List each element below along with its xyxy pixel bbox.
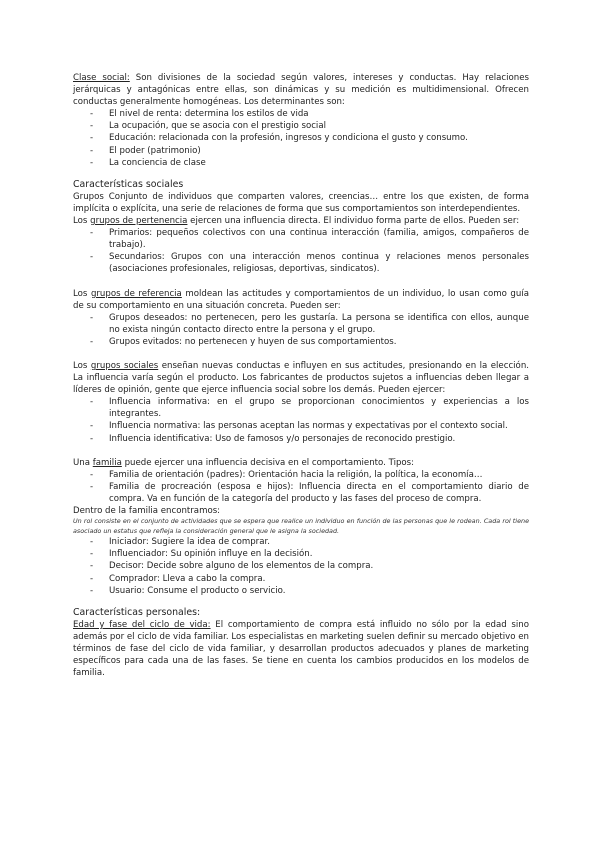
text-fragment: Los bbox=[73, 360, 91, 371]
clase-social-paragraph bbox=[73, 72, 529, 108]
document-page bbox=[73, 72, 529, 679]
edad-text: El comportamiento de compra está influido no sólo por la edad sino además por el ciclo de vida familiar. Los especialistas en marketing suelen definir su mercado objetivo en términos de fase del ciclo de vida familiar, y desarrollan productos adecuados y planes de marketing específicos para cada una de las fases. Se tiene en cuenta los cambios producidos en los modelos de familia. bbox=[73, 619, 529, 679]
clase-social-term: Clase social: bbox=[73, 73, 130, 83]
list-item: - Educación: relacionada con la profesión, ingresos y condiciona el gusto y consumo. bbox=[73, 132, 529, 144]
clase-social-text: Son divisiones de la sociedad según valores, intereses y conductas. Hay relaciones jerárquicas y antagónicas entre ellas, son dinámicas y su medición es multidimensional. Ofrecen conductas generalmente homogéneas. Los determinantes son: bbox=[73, 73, 529, 108]
text-fragment: Los bbox=[73, 288, 91, 299]
rol-note: Un rol consiste en el conjunto de actividades que se espera que realice un individuo en función de las personas que le rodean. Cada rol tiene asociado un estatus que refleja la consideración general que le asigna la sociedad. bbox=[73, 517, 529, 535]
referencia-list bbox=[73, 312, 529, 348]
list-item: - Grupos deseados: no pertenecen, pero les gustaría. La persona se identifica con ellos, aunque no exista ningún contacto directo entre la persona y el grupo. bbox=[73, 312, 529, 336]
list-item: - Iniciador: Sugiere la idea de comprar. bbox=[73, 536, 529, 548]
familia-text: puede ejercer una influencia decisiva en el comportamiento. Tipos: bbox=[121, 457, 415, 468]
list-item: - Comprador: Lleva a cabo la compra. bbox=[73, 573, 529, 585]
list-item: - Grupos evitados: no pertenecen y huyen de sus comportamientos. bbox=[73, 336, 529, 348]
grupos-paragraph: Grupos Conjunto de individuos que comparten valores, creencias… entre los que existen, de forma implícita o explícita, una serie de relaciones de forma que sus comportamientos son interdependientes. bbox=[73, 191, 529, 214]
list-item: - Influenciador: Su opinión influye en la decisión. bbox=[73, 548, 529, 560]
text-fragment: Los bbox=[73, 216, 91, 227]
list-item: - Influencia normativa: las personas aceptan las normas y expectativas por el contexto social. bbox=[73, 420, 529, 432]
familia-term: familia bbox=[92, 457, 122, 468]
dentro-familia-text: Dentro de la familia encontramos: bbox=[73, 506, 221, 516]
list-item: - El nivel de renta: determina los estilos de vida bbox=[73, 108, 529, 120]
pertenencia-term: grupos de pertenencia bbox=[90, 216, 188, 227]
list-item: - La conciencia de clase bbox=[73, 157, 529, 169]
determinantes-list bbox=[73, 108, 529, 168]
list-item: - El poder (patrimonio) bbox=[73, 145, 529, 157]
referencia-text: moldean las actitudes y comportamientos de un individuo, lo usan como guía de su comportamiento en una situación concreta. Pueden ser: bbox=[73, 288, 529, 311]
edad-paragraph bbox=[73, 619, 529, 679]
list-item: - La ocupación, que se asocia con el prestigio social bbox=[73, 120, 529, 132]
caracteristicas-sociales-heading: Características sociales bbox=[73, 178, 184, 190]
pertenencia-text: ejercen una influencia directa. El individuo forma parte de ellos. Pueden ser: bbox=[187, 216, 520, 227]
list-item: - Familia de procreación (esposa e hijos): Influencia directa en el comportamiento diario de compra. Va en función de la categoría del producto y las fases del proceso de compra. bbox=[73, 481, 529, 505]
familia-list bbox=[73, 469, 529, 505]
spacer bbox=[73, 348, 529, 360]
list-item: - Primarios: pequeños colectivos con una continua interacción (familia, amigos, compañeros de trabajo). bbox=[73, 227, 529, 251]
familia-paragraph bbox=[73, 457, 529, 469]
list-item: - Familia de orientación (padres): Orientación hacia la religión, la política, la economía… bbox=[73, 469, 529, 481]
referencia-term: grupos de referencia bbox=[90, 288, 182, 299]
grupos-sociales-paragraph bbox=[73, 360, 529, 396]
roles-list bbox=[73, 536, 529, 596]
edad-term: Edad y fase del ciclo de vida: bbox=[73, 619, 211, 630]
list-item: - Decisor: Decide sobre alguno de los elementos de la compra. bbox=[73, 560, 529, 572]
pertenencia-paragraph bbox=[73, 215, 529, 227]
spacer bbox=[73, 276, 529, 288]
referencia-paragraph bbox=[73, 288, 529, 312]
list-item: - Usuario: Consume el producto o servicio. bbox=[73, 585, 529, 597]
list-item: - Influencia identificativa: Uso de famosos y/o personajes de reconocido prestigio. bbox=[73, 433, 529, 445]
list-item: - Secundarios: Grupos con una interacción menos continua y relaciones menos personales (asociaciones profesionales, religiosas, deportivas, sindicatos). bbox=[73, 251, 529, 275]
grupos-sociales-term: grupos sociales bbox=[90, 360, 159, 371]
influencia-list bbox=[73, 396, 529, 444]
list-item: - Influencia informativa: en el grupo se proporcionan conocimientos y experiencias a los integrantes. bbox=[73, 396, 529, 420]
pertenencia-list bbox=[73, 227, 529, 275]
grupos-sociales-text: enseñan nuevas conductas e influyen en sus actitudes, presionando en la elección. La influencia varía según el producto. Los fabricantes de productos sujetos a influencias deben llegar a líderes de opinión, gente que ejerce influencia social sobre los demás. Pueden ejercer: bbox=[73, 360, 529, 396]
caracteristicas-personales-heading: Características personales: bbox=[73, 606, 201, 618]
spacer bbox=[73, 445, 529, 457]
text-fragment: Una bbox=[73, 457, 93, 468]
